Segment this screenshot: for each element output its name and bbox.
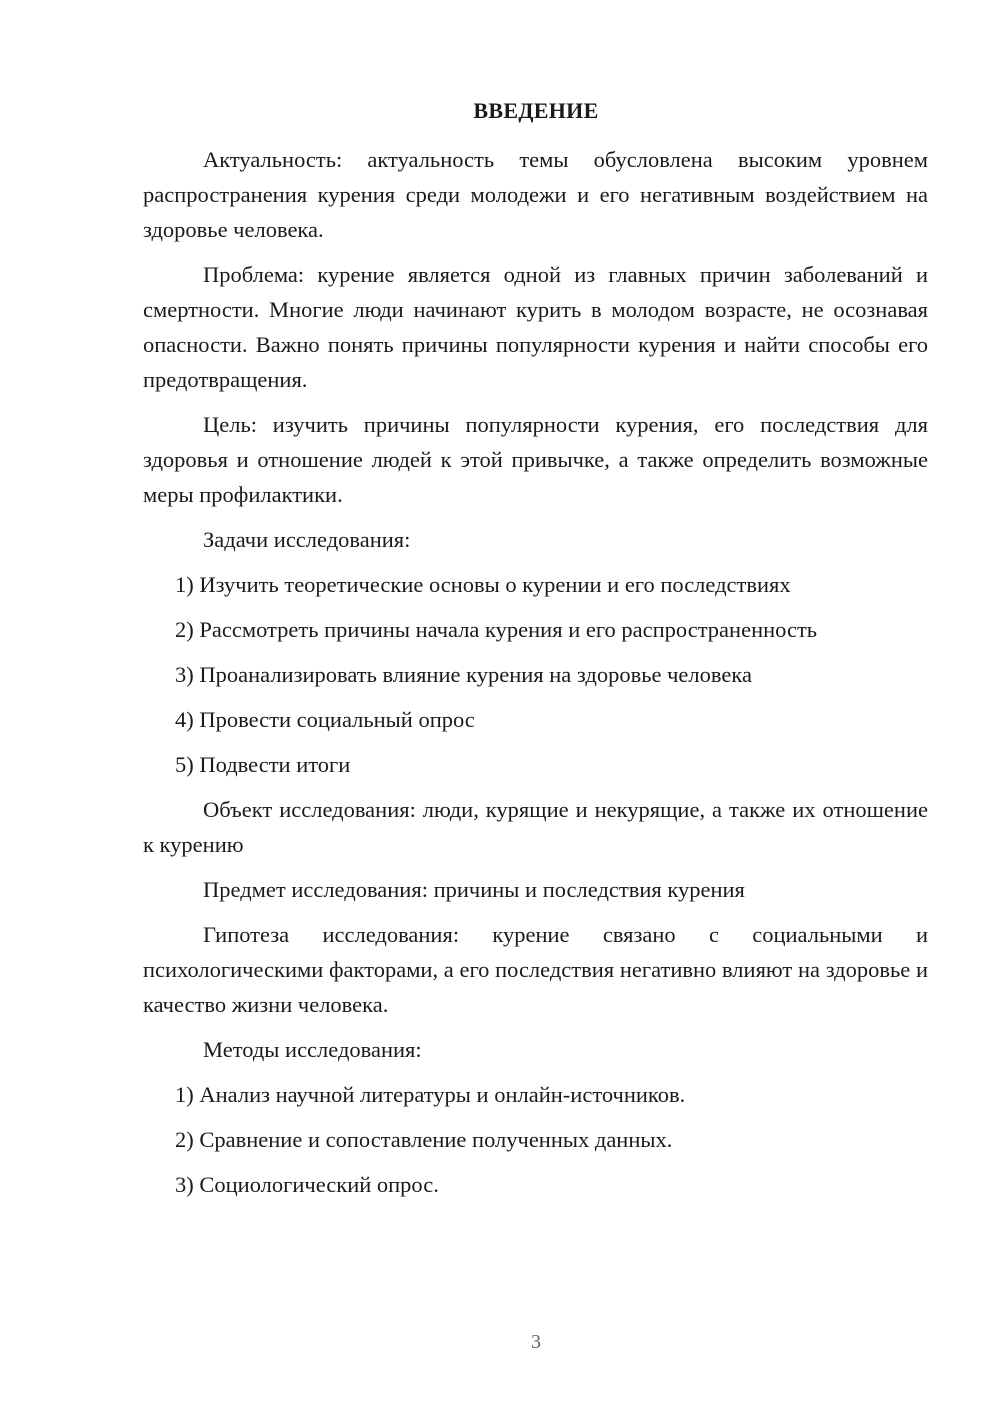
methods-heading: Методы исследования: bbox=[203, 1037, 422, 1062]
page-title: ВВЕДЕНИЕ bbox=[473, 98, 599, 123]
method-item: 2) Сравнение и сопоставление полученных данных. bbox=[175, 1127, 673, 1152]
relevance-paragraph: Актуальность: актуальность темы обусловлена высоким уровнем распространения курения среди молодежи и его негативным воздействием на здоровье человека. bbox=[143, 147, 928, 242]
object-paragraph: Объект исследования: люди, курящие и некурящие, а также их отношение к курению bbox=[143, 797, 928, 857]
tasks-list bbox=[143, 567, 928, 782]
hypothesis-paragraph: Гипотеза исследования: курение связано с социальными и психологическими факторами, а его последствия негативно влияют на здоровье и качество жизни человека. bbox=[143, 922, 928, 1017]
task-item: 4) Провести социальный опрос bbox=[175, 707, 475, 732]
task-item: 2) Рассмотреть причины начала курения и его распространенность bbox=[175, 617, 818, 642]
methods-list bbox=[143, 1077, 928, 1202]
tasks-heading: Задачи исследования: bbox=[203, 527, 411, 552]
method-item: 1) Анализ научной литературы и онлайн-источников. bbox=[175, 1082, 686, 1107]
document-body bbox=[143, 142, 928, 1212]
goal-paragraph: Цель: изучить причины популярности курения, его последствия для здоровья и отношение людей к этой привычке, а также определить возможные меры профилактики. bbox=[143, 412, 928, 507]
page-number: 3 bbox=[531, 1331, 541, 1353]
task-item: 1) Изучить теоретические основы о курении и его последствиях bbox=[175, 572, 791, 597]
problem-paragraph: Проблема: курение является одной из главных причин заболеваний и смертности. Многие люди начинают курить в молодом возрасте, не осознавая опасности. Важно понять причины популярности курения и найти способы его предотвращения. bbox=[143, 262, 928, 392]
task-item: 5) Подвести итоги bbox=[175, 752, 351, 777]
task-item: 3) Проанализировать влияние курения на здоровье человека bbox=[175, 662, 752, 687]
subject-paragraph: Предмет исследования: причины и последствия курения bbox=[203, 877, 745, 902]
method-item: 3) Социологический опрос. bbox=[175, 1172, 439, 1197]
